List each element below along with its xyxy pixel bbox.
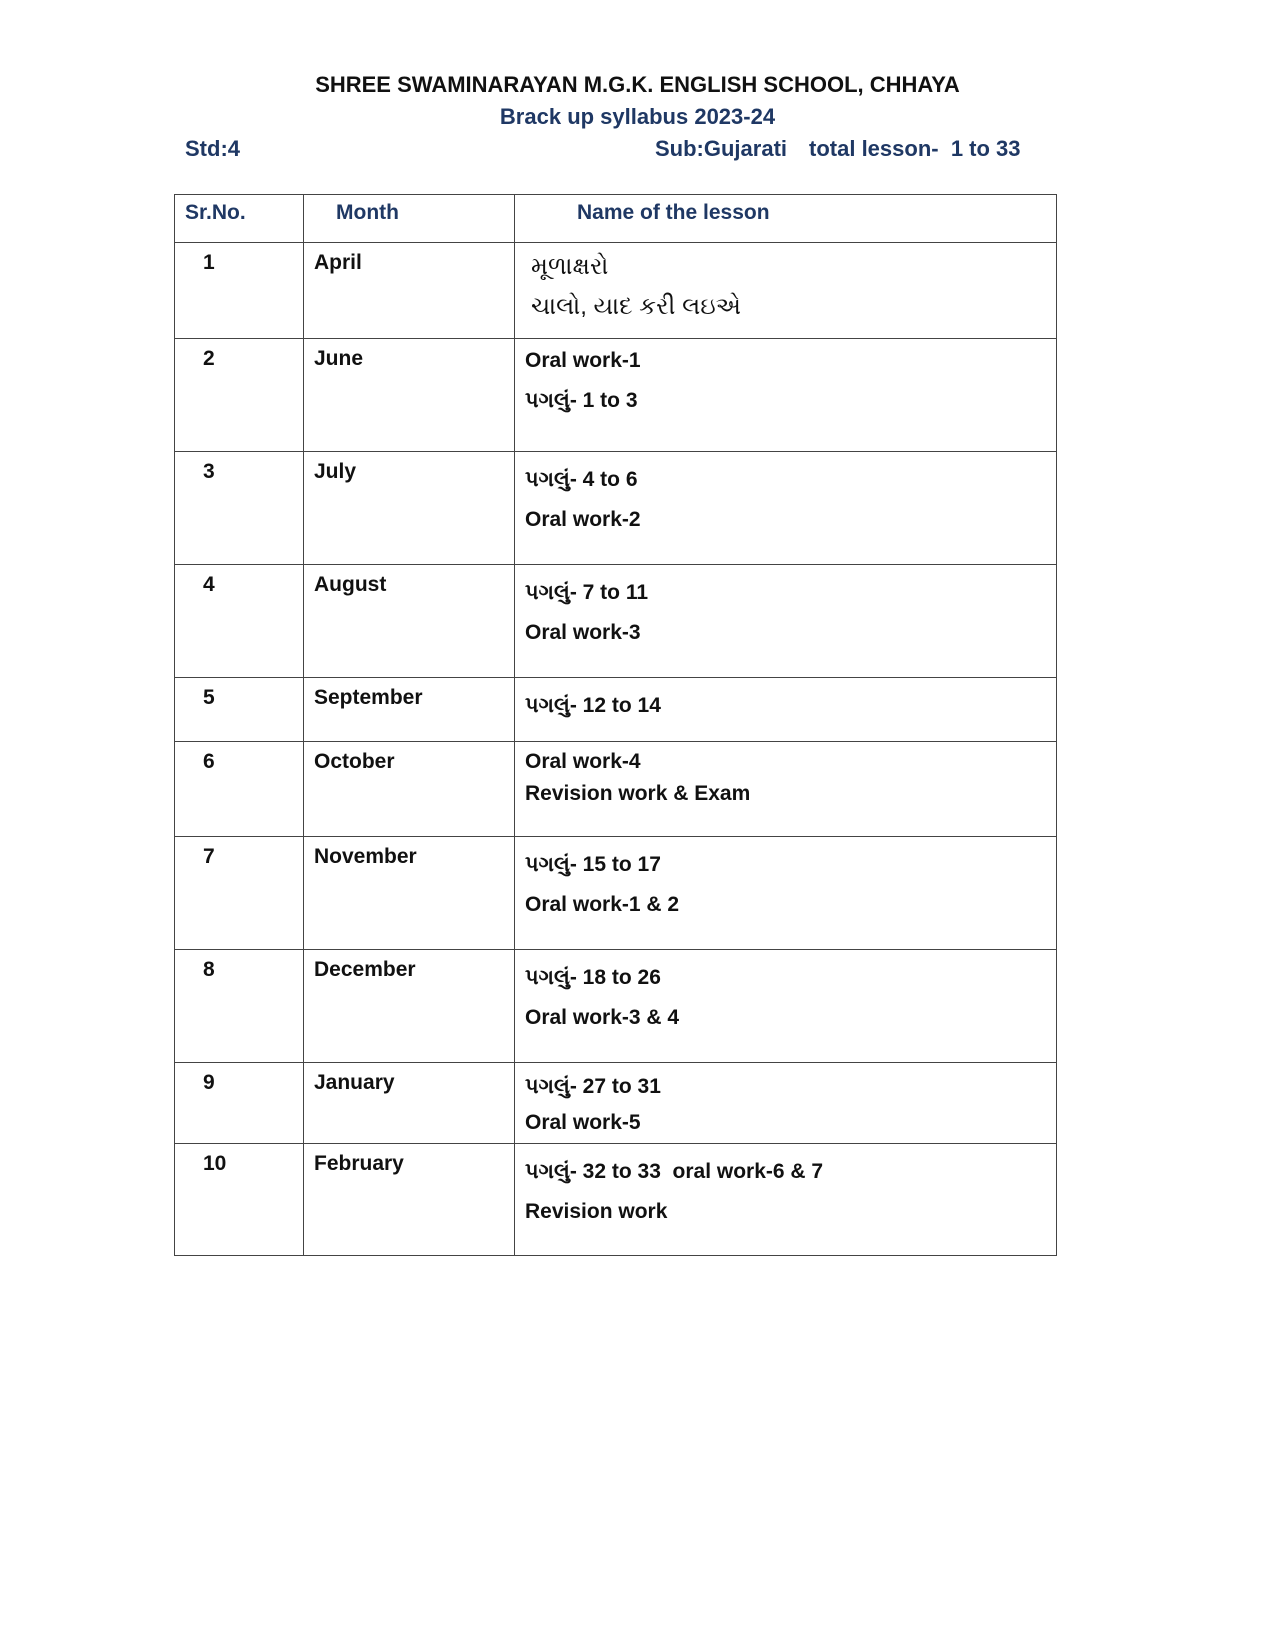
syllabus-table: [174, 194, 1057, 1256]
sr-no-cell: 4: [175, 565, 304, 678]
lesson-cell: [515, 1144, 1057, 1256]
month-cell: December: [304, 950, 515, 1063]
table-row: [175, 243, 1057, 339]
table-row: [175, 565, 1057, 678]
lesson-line: પગલું- 18 to 26: [525, 966, 661, 989]
month-cell: November: [304, 837, 515, 950]
table-row: [175, 837, 1057, 950]
table-row: [175, 950, 1057, 1063]
subject-label: Sub:Gujarati: [655, 136, 788, 161]
lesson-line: Oral work-2: [525, 508, 641, 531]
header-lesson-name: Name of the lesson: [515, 195, 1057, 243]
lesson-line: Oral work-3 & 4: [525, 1006, 680, 1029]
lesson-line: પગલું- 4 to 6: [525, 468, 638, 491]
standard-label: Std:4: [185, 136, 240, 161]
lesson-line: Revision work: [525, 1200, 668, 1223]
sr-no-cell: 3: [175, 452, 304, 565]
month-cell: January: [304, 1063, 515, 1144]
lesson-line: Oral work-4: [525, 750, 641, 773]
lesson-line: પગલું- 12 to 14: [525, 694, 661, 717]
lesson-line: Oral work-1 & 2: [525, 893, 680, 916]
month-cell: April: [304, 243, 515, 339]
lesson-line: પગલું- 15 to 17: [525, 853, 661, 876]
sr-no-cell: 5: [175, 678, 304, 742]
lesson-cell: [515, 1063, 1057, 1144]
sr-no-cell: 7: [175, 837, 304, 950]
table-row: [175, 339, 1057, 452]
lesson-line: પગલું- 32 to 33 oral work-6 & 7: [525, 1160, 824, 1183]
lesson-cell: [515, 837, 1057, 950]
lesson-cell: [515, 452, 1057, 565]
month-cell: February: [304, 1144, 515, 1256]
lesson-line: મૂળાક્ષરો: [531, 253, 609, 280]
header-month: Month: [304, 195, 515, 243]
lesson-line: પગલું- 27 to 31: [525, 1075, 661, 1098]
subject-info: [655, 136, 1021, 162]
table-header-row: [175, 195, 1057, 243]
month-cell: October: [304, 742, 515, 837]
sr-no-cell: 2: [175, 339, 304, 452]
syllabus-subtitle: Brack up syllabus 2023-24: [499, 104, 776, 129]
lesson-line: પગલું- 7 to 11: [525, 581, 649, 604]
month-cell: June: [304, 339, 515, 452]
lesson-line: Oral work-5: [525, 1111, 641, 1134]
lesson-line: Oral work-3: [525, 621, 641, 644]
sr-no-cell: 10: [175, 1144, 304, 1256]
sr-no-cell: 9: [175, 1063, 304, 1144]
lesson-cell: [515, 950, 1057, 1063]
lesson-cell: [515, 742, 1057, 837]
table-row: [175, 1144, 1057, 1256]
total-lesson-label: total lesson- 1 to 33: [809, 136, 1021, 161]
sr-no-cell: 6: [175, 742, 304, 837]
month-cell: July: [304, 452, 515, 565]
month-cell: August: [304, 565, 515, 678]
lesson-line: Oral work-1: [525, 349, 641, 372]
lesson-cell: [515, 678, 1057, 742]
month-cell: September: [304, 678, 515, 742]
header-sr-no: Sr.No.: [175, 195, 304, 243]
sr-no-cell: 8: [175, 950, 304, 1063]
lesson-line: Revision work & Exam: [525, 782, 751, 805]
sr-no-cell: 1: [175, 243, 304, 339]
table-row: [175, 1063, 1057, 1144]
lesson-cell: [515, 243, 1057, 339]
table-row: [175, 452, 1057, 565]
lesson-cell: [515, 565, 1057, 678]
lesson-cell: [515, 339, 1057, 452]
lesson-line: ચાલો, યાદ કરી લઇએ: [531, 293, 741, 320]
table-row: [175, 678, 1057, 742]
school-name: SHREE SWAMINARAYAN M.G.K. ENGLISH SCHOOL, CHHAYA: [315, 72, 960, 97]
lesson-line: પગલું- 1 to 3: [525, 389, 638, 412]
table-row: [175, 742, 1057, 837]
